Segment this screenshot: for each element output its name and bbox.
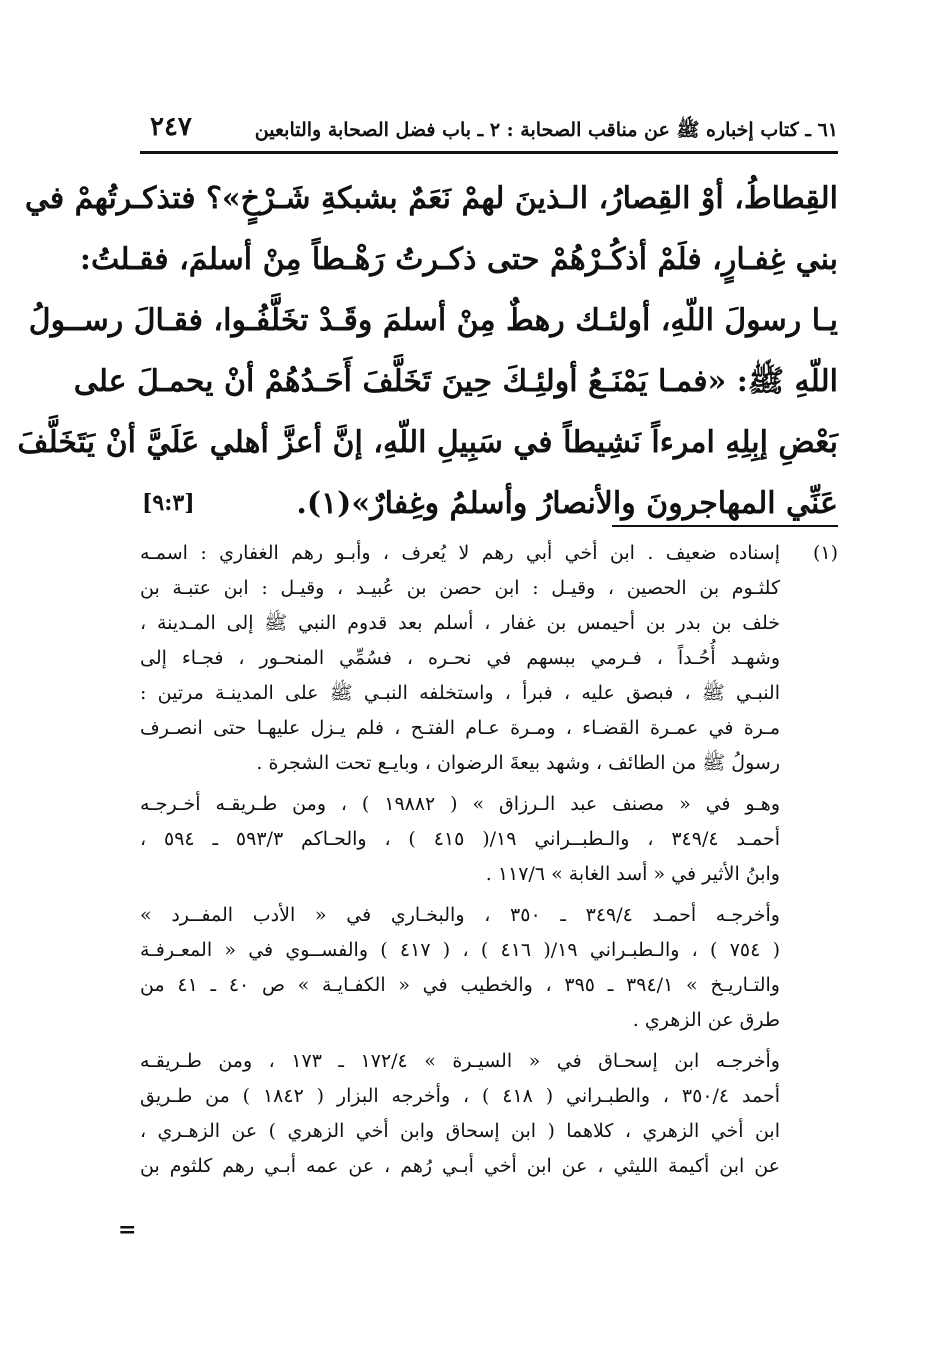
footnote-line: والتـاريـخ » ٣٩٤/١ ـ ٣٩٥ ، والخطيب في « الكفـايـة » ص ٤٠ ـ ٤١ من bbox=[140, 974, 780, 996]
footnote-line: أحمد ٣٥٠/٤ ، والطبـراني ( ٤١٨ ) ، وأخرجه البزار ( ١٨٤٢ ) من طـريق bbox=[140, 1085, 780, 1107]
footnote-line: وهـو في « مصنف عبد الـرزاق » ( ١٩٨٨٢ ) ، ومن طـريقـه أخـرجـه bbox=[140, 793, 780, 815]
text-line-content: عَنِّي المهاجرونَ والأنصارُ وأسلمُ وغِفارٌ»(١). bbox=[296, 486, 838, 521]
text-line: بني غِفـارٍ، فلَمْ أذكُـرْهُمْ حتى ذكـرتُ رَهْـطاً مِنْ أسلمَ، فقـلتُ: bbox=[79, 242, 838, 277]
footnote-line: أحمـد ٣٤٩/٤ ، والـطبــراني ١٩/( ٤١٥ ) ، والحـاكم ٥٩٣/٣ ـ ٥٩٤ ، bbox=[140, 828, 780, 850]
footnote-line: رسولُ ﷺ من الطائف ، وشهد بيعةَ الرضوان ، وبايـع تحت الشجرة . bbox=[256, 752, 780, 774]
page-number: ٢٤٧ bbox=[150, 112, 192, 142]
footnote-line: وشهـد أُحُـداً ، فـرمي ببسهم في نحـره ، فسُمِّي المنحـور ، فجـاء إلى bbox=[140, 647, 780, 669]
footnote-marker: (١) bbox=[812, 542, 838, 564]
footnotes bbox=[140, 536, 838, 1184]
footnote-line: وأخرجـه ابن إسحـاق في « السيـرة » ١٧٢/٤ ـ ١٧٣ ، ومن طـريقـه bbox=[140, 1050, 780, 1072]
footnote-line: وأخرجـه أحمـد ٣٤٩/٤ ـ ٣٥٠ ، والبخـاري في « الأدب المفــرد » bbox=[140, 904, 780, 926]
continuation-mark: = bbox=[118, 1217, 137, 1243]
footnote-line: خلف بن بدر بن أحيمس بن غفار ، أسلم بعد قدوم النبي ﷺ إلى المـدينة ، bbox=[140, 612, 780, 634]
footnote-line: ابن أخي الزهري ، كلاهما ( ابن إسحاق وابن أخي الزهري ) عن الزهـري ، bbox=[140, 1120, 780, 1142]
text-line: بَعْضِ إبِلِهِ امرءاً نَشِيطاً في سَبِيلِ اللّهِ، إنَّ أعزَّ أهلي عَلَيَّ أنْ يَتَخَلَّفَ bbox=[17, 425, 838, 460]
header-rule bbox=[140, 151, 838, 154]
footnote-line bbox=[140, 536, 838, 571]
footnote-rule bbox=[612, 525, 838, 527]
chapter-title: ٦١ ـ كتاب إخباره ﷺ عن مناقب الصحابة : ٢ ـ باب فضل الصحابة والتابعين bbox=[254, 119, 838, 141]
footnote-line: وابنُ الأثير في « أسد الغابة » ١١٧/٦ . bbox=[485, 863, 780, 885]
text-line: القِطاطُ، أوْ القِصارُ، الـذينَ لهمْ نَعَمٌ بشبكةِ شَـرْخٍ»؟ فتذكـرتُهمْ في bbox=[24, 181, 838, 216]
footnote-line-content: إسناده ضعيف . ابن أخي أبي رهم لا يُعرف ، وأبـو رهم الغفاري : اسمـه bbox=[140, 542, 780, 564]
reference-tag: [٩:٣] bbox=[142, 490, 195, 516]
running-header bbox=[140, 112, 838, 148]
footnote-line: النبـي ﷺ ، فبصق عليه ، فبرأ ، واستخلفه النبـي ﷺ على المدينـة مرتين : bbox=[140, 682, 780, 704]
footnote-line: كلثـوم بن الحصين ، وقيـل : ابن حصن بن عُبيـد ، وقيـل : ابن عتبـة بن bbox=[140, 577, 780, 599]
footnote-line: طرق عن الزهري . bbox=[632, 1009, 780, 1031]
text-line: اللّهِ ﷺ: «فمـا يَمْنَـعُ أولئِـكَ حِينَ تَخَلَّفَ أَحَـدُهُمْ أنْ يحمـلَ على bbox=[73, 364, 838, 399]
footnote-line: عن ابن أكيمة الليثي ، عن ابن أخي أبـي رُهم ، عن عمه أبـي رهم كلثوم بن bbox=[140, 1155, 780, 1177]
footnote-line: ( ٧٥٤ ) ، والـطبـراني ١٩/( ٤١٦ ) ، ( ٤١٧ ) والفســوي في « المعـرفـة bbox=[140, 939, 780, 961]
text-line: يـا رسولَ اللّهِ، أولئـك رهطٌ مِنْ أسلمَ وقَـدْ تخَلَّفُـوا، فقـالَ رســولُ bbox=[28, 303, 838, 338]
hadith-text bbox=[17, 168, 838, 534]
footnote-line: مـرة في عمـرة القضـاء ، ومـرة عـام الفتـح ، فلم يـزل عليهـا حتى انصـرف bbox=[140, 717, 780, 739]
